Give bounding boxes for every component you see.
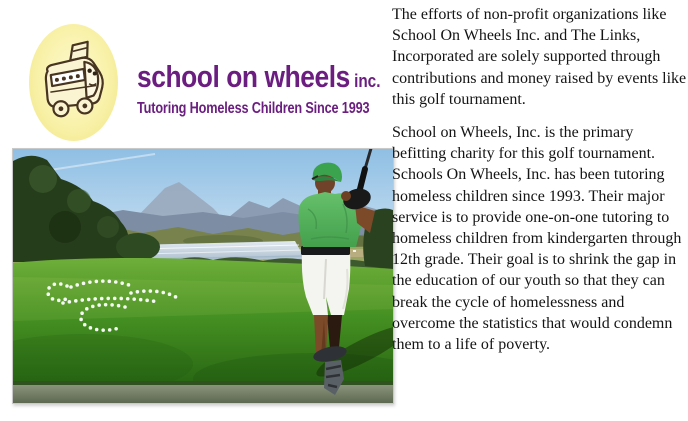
golfer-belt: [301, 246, 350, 255]
logo-oval: [29, 24, 118, 141]
article-paragraph-2: School on Wheels, Inc. is the primary befitting charity for this golf tournament. Schools On Wheels, Inc. has been tutoring homeless children since 1993. Their major service is to provide one-on-one tutoring to homeless children from kindergarten through 12th grade. Their goal is to shrink the gap in the education of our youth so that they can break the cycle of homelessness and overcome the statistics that would condemn them to a life of poverty.: [392, 124, 682, 354]
logo-suffix: inc.: [354, 71, 381, 91]
logo-text-block: [137, 61, 423, 117]
article-paragraph-1: The efforts of non-profit organizations like School On Wheels Inc. and The Links, Incorporated are solely supported through contributions and money raised by events like this golf tournament.: [392, 6, 687, 108]
school-bus-icon: [36, 37, 111, 125]
article-column: [392, 4, 688, 355]
logo-tagline: Tutoring Homeless Children Since 1993: [137, 100, 370, 117]
logo-title: school on wheels: [137, 59, 350, 94]
golf-course-photo: [12, 148, 394, 404]
